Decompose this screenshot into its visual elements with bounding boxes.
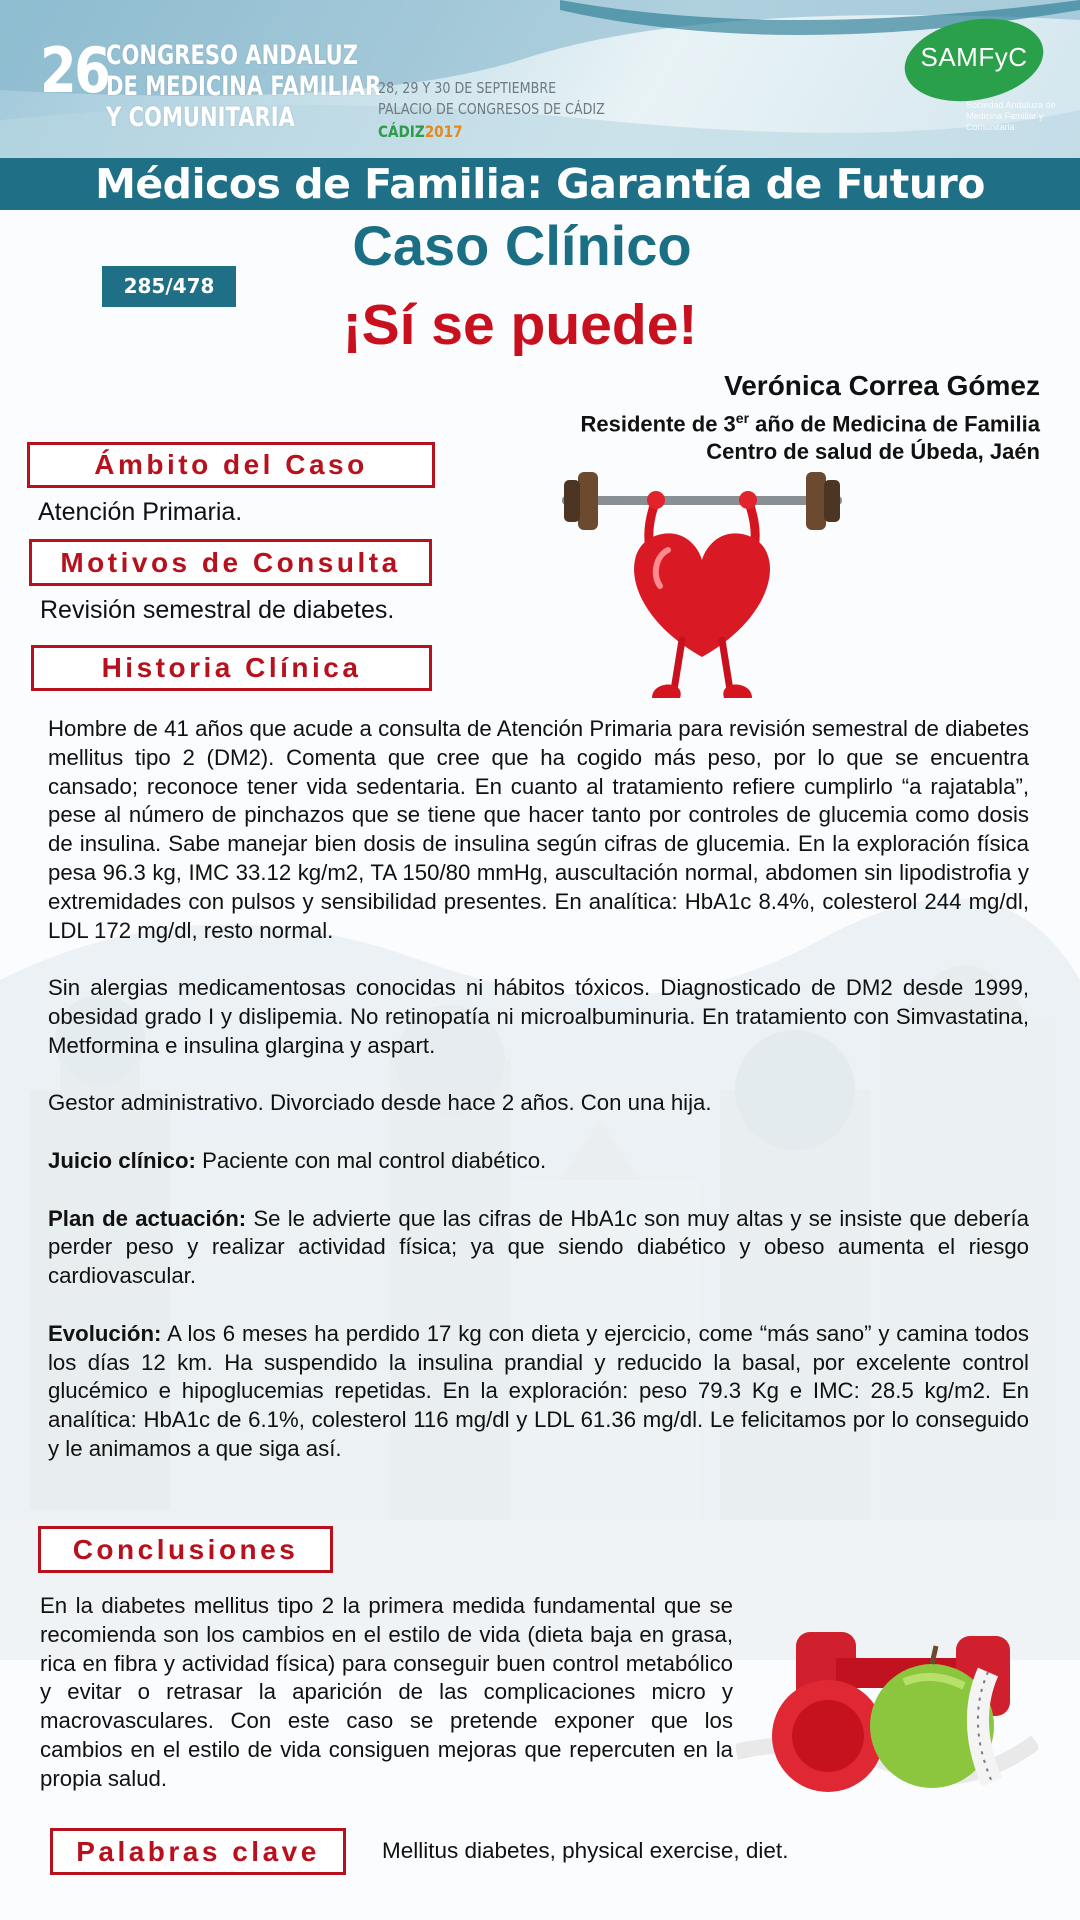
case-type-heading: Caso Clínico xyxy=(352,214,692,277)
congress-number: 26 xyxy=(40,34,109,107)
tagline-bar xyxy=(0,158,1080,210)
history-paragraph: Hombre de 41 años que acude a consulta de Atención Primaria para revisión semestral de diabetes mellitus tipo 2 (DM2). Comenta que cree que ha cogido más peso, por lo que se encuentra cansado; reconoce tener vida sedentaria. En cuanto al tratamiento refiere cumplirlo “a rajatabla”, pese al número de pinchazos que se tiene que hacer tanto por controles de glucemia como dosis de insulina. Sabe manejar bien dosis de insulina según cifras de glucemia. En la exploración física pesa 96.3 kg, IMC 33.12 kg/m2, TA 150/80 mmHg, auscultación normal, abdomen sin lipodistrofia y extremidades con pulsos y sensibilidad presentes. En analítica: HbA1c 8.4%, colesterol 244 mg/dl, LDL 172 mg/dl, resto normal. xyxy=(48,716,1029,943)
congress-dates xyxy=(378,78,605,120)
section-heading-historia: Historia Clínica xyxy=(31,645,432,691)
history-paragraph: Sin alergias medicamentosas conocidas ni hábitos tóxicos. Diagnosticado de DM2 desde 1999, obesidad grado I y dislipemia. No retinopatía ni microalbuminuria. En tratamiento con Simvastatina, Metformina e insulina glargina y aspart. xyxy=(48,975,1029,1058)
author-role-sup: er xyxy=(735,410,750,426)
clinical-judgment xyxy=(48,1147,1029,1176)
history-paragraph: Gestor administrativo. Divorciado desde hace 2 años. Con una hija. xyxy=(48,1090,712,1116)
section-heading-motivos: Motivos de Consulta xyxy=(29,539,432,586)
samfyc-logo-text: SAMFyC xyxy=(920,42,1028,72)
samfyc-logo-subtitle: Sociedad Andaluza de Medicina Familiar y Comunitaria xyxy=(966,100,1056,132)
congress-banner xyxy=(0,0,1080,158)
author-center: Centro de salud de Úbeda, Jaén xyxy=(706,439,1040,465)
clinical-history-text xyxy=(48,715,1029,1493)
clinical-judgment-text: Paciente con mal control diabético. xyxy=(195,1147,547,1173)
author-role-suffix: año de Medicina de Familia xyxy=(749,411,1040,437)
section-heading-conclusiones: Conclusiones xyxy=(38,1526,333,1573)
section-text-ambito: Atención Primaria. xyxy=(38,498,243,526)
section-heading-palabras-clave: Palabras clave xyxy=(50,1828,346,1875)
congress-city-name: CÁDIZ xyxy=(378,122,425,141)
samfyc-logo xyxy=(904,20,1044,100)
keywords-text: Mellitus diabetes, physical exercise, diet. xyxy=(382,1838,789,1863)
congress-title-line: Y COMUNITARIA xyxy=(106,102,295,133)
congress-title-line: CONGRESO ANDALUZ xyxy=(106,40,359,71)
congress-title-line: DE MEDICINA FAMILIAR xyxy=(106,71,382,102)
evolution-text: A los 6 meses ha perdido 17 kg con dieta y ejercicio, come “más sano” y camina todos los días 12 km. Ha suspendido la insulina prandial y reducido la basal, por excelente control glucémico e hipoglucemias repetidas. En la exploración: peso 79.3 Kg e IMC: 28.5 kg/m2. En analítica: HbA1c de 6.1%, colesterol 116 mg/dl y LDL 61.36 mg/dl. Le felicitamos por lo conseguido y le animamos a que siga así. xyxy=(48,1320,1029,1461)
section-heading-ambito: Ámbito del Caso xyxy=(27,442,435,488)
congress-date-text: 28, 29 Y 30 DE SEPTIEMBRE xyxy=(378,79,557,97)
action-plan-label: Plan de actuación: xyxy=(48,1205,247,1231)
clinical-judgment-label: Juicio clínico: xyxy=(48,1147,196,1173)
action-plan-text: Se le advierte que las cifras de HbA1c son muy altas y se insiste que debería perder peso y realizar actividad física; ya que siendo diabético y obeso aumenta el riesgo cardiovascular. xyxy=(48,1205,1029,1289)
action-plan xyxy=(48,1205,1029,1291)
congress-venue-text: PALACIO DE CONGRESOS DE CÁDIZ xyxy=(378,100,605,118)
evolution xyxy=(48,1320,1029,1464)
congress-year: 2017 xyxy=(424,122,463,141)
dumbbells-apple-photo xyxy=(736,1602,1038,1802)
case-reference-badge: 285/478 xyxy=(102,266,236,307)
evolution-label: Evolución: xyxy=(48,1320,162,1346)
author-role-prefix: Residente de 3 xyxy=(580,411,736,437)
conclusions-text: En la diabetes mellitus tipo 2 la primera medida fundamental que se recomienda son los cambios en el estilo de vida (dieta baja en grasa, rica en fibra y actividad física) para conseguir buen control metabólico y evitar o retrasar la aparición de las complicaciones micro y macrovasculares. Con este caso se pretende exponer que los cambios en el estilo de vida consiguen mejoras que repercuten en la propia salud. xyxy=(40,1593,733,1791)
congress-tagline: Médicos de Familia: Garantía de Futuro xyxy=(95,160,985,208)
author-name: Verónica Correa Gómez xyxy=(724,370,1040,401)
section-text-motivos: Revisión semestral de diabetes. xyxy=(40,596,395,624)
congress-city xyxy=(378,122,463,141)
heart-barbell-illustration xyxy=(552,452,852,712)
congress-title xyxy=(106,40,381,133)
case-title: ¡Sí se puede! xyxy=(342,293,698,357)
author-role xyxy=(581,404,1040,438)
